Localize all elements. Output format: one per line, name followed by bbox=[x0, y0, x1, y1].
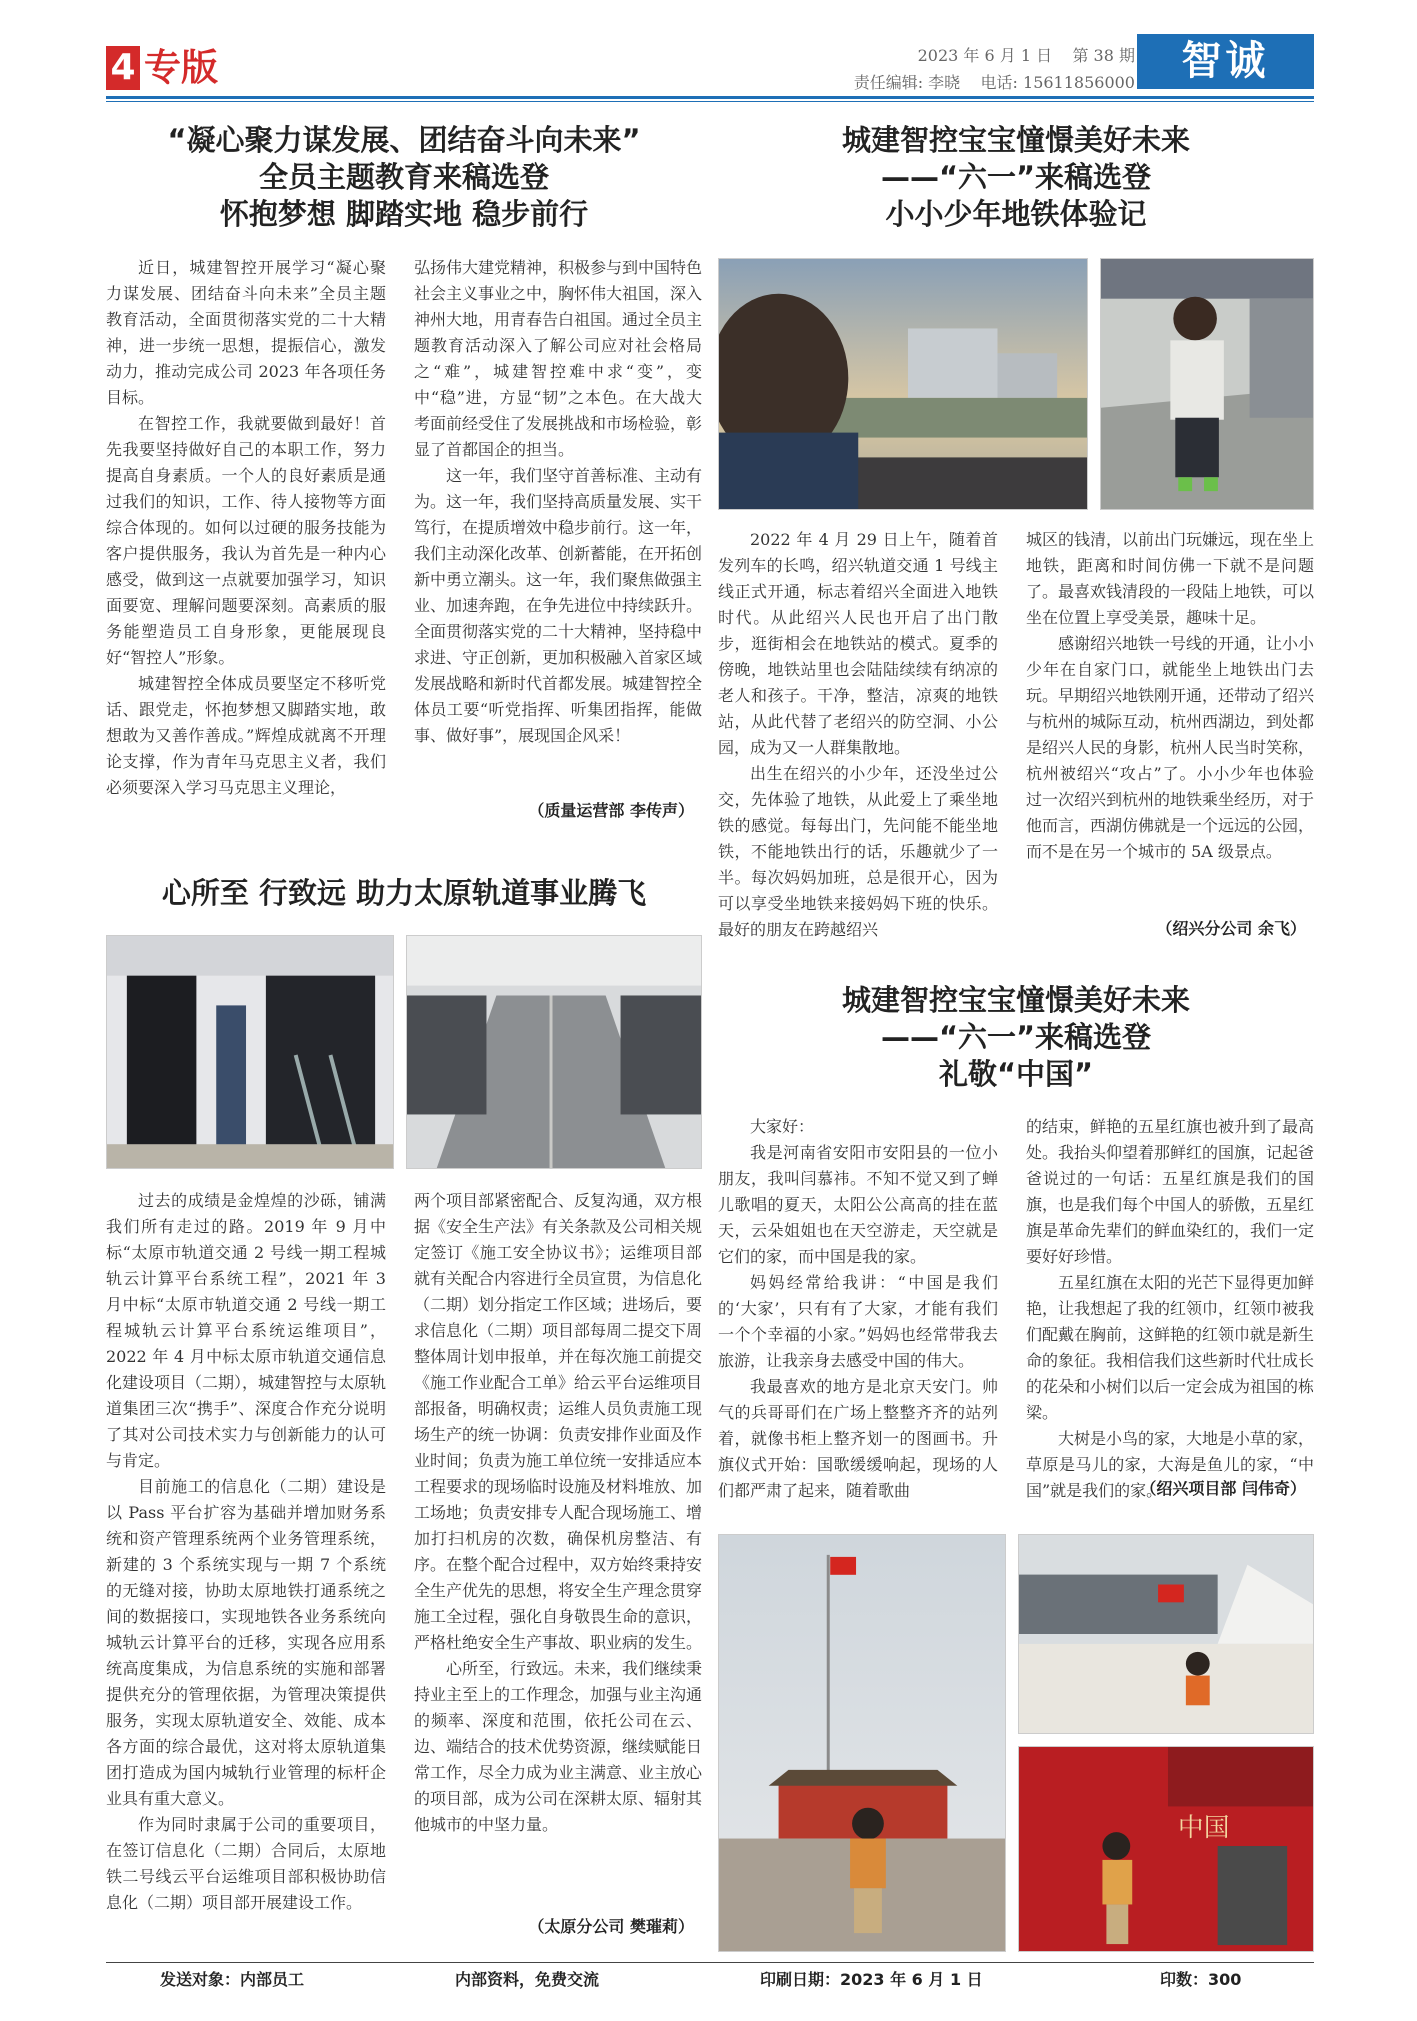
article4-column-2 bbox=[1026, 1114, 1314, 1504]
issue-info bbox=[800, 42, 1135, 96]
paragraph: 城建智控全体成员要坚定不移听党话、跟党走，怀抱梦想又脚踏实地，敢想敢为又善作善成。”辉煌成就离不开理论支撑，作为青年马克思主义者，我们必须要深入学习马克思主义理论， bbox=[106, 674, 386, 797]
paragraph: 我最喜欢的地方是北京天安门。帅气的兵哥哥们在广场上整整齐齐的站列着，就像书柜上整齐划一的图画书。升旗仪式开始：国歌缓缓响起，现场的人们都严肃了起来，随着歌曲 bbox=[718, 1377, 998, 1500]
paragraph: 的结束，鲜艳的五星红旗也被升到了最高处。我抬头仰望着那鲜红的国旗，记起爸爸说过的一句话：五星红旗是我们的国旗，也是我们每个中国人的骄傲，五星红旗是革命先辈们的鲜血染红的，我们一定要好好珍惜。 bbox=[1026, 1117, 1315, 1266]
paragraph: 心所至，行致远。未来，我们继续秉持业主至上的工作理念，加强与业主沟通的频率、深度和范围，依托公司在云、边、端结合的技术优势资源，继续赋能日常工作，尽全力成为业主满意、业主放心的项目部，成为公司在深耕太原、辐射其他城市的中坚力量。 bbox=[414, 1659, 703, 1834]
article1-column-2 bbox=[414, 255, 702, 749]
paragraph: 我是河南省安阳市安阳县的一位小朋友，我叫闫慕祎。不知不觉又到了蝉儿歌唱的夏天，太阳公公高高的挂在蓝天，云朵姐姐也在天空游走，天空就是它们的家，而中国是我的家。 bbox=[718, 1143, 998, 1266]
photo-raised-floor-racks bbox=[406, 935, 702, 1169]
article2-title-line: ——“六一”来稿选登 bbox=[880, 160, 1152, 194]
footer-rule bbox=[106, 1962, 1314, 1963]
article4-title-line: 礼敬“中国” bbox=[938, 1057, 1094, 1091]
article4-column-1 bbox=[718, 1114, 998, 1504]
article2-title-line: 小小少年地铁体验记 bbox=[885, 197, 1147, 231]
article3-title: 心所至 行致远 助力太原轨道事业腾飞 bbox=[161, 876, 647, 910]
issue-number: 第 38 期 bbox=[1072, 46, 1135, 65]
paragraph: 城区的钱清，以前出门玩嫌远，现在坐上地铁，距离和时间仿佛一下就不是问题了。最喜欢钱清段的一段陆上地铁，可以坐在位置上享受美景，趣味十足。 bbox=[1026, 530, 1315, 627]
footer-copies: 印数：300 bbox=[1160, 1970, 1242, 1989]
photo-child-subway-platform bbox=[1100, 258, 1314, 510]
article2-title bbox=[718, 122, 1314, 233]
footer-recipients: 发送对象：内部员工 bbox=[160, 1970, 305, 1989]
article4-title bbox=[718, 982, 1314, 1093]
footer-note: 内部资料，免费交流 bbox=[455, 1970, 600, 1989]
article1-title bbox=[106, 122, 702, 233]
article1-signature: （质量运营部 李传声） bbox=[528, 801, 694, 820]
article4-signature: （绍兴项目部 闫伟奇） bbox=[1140, 1479, 1306, 1498]
article1-title-line: 怀抱梦想 脚踏实地 稳步前行 bbox=[219, 197, 589, 231]
article1-title-line: 全员主题教育来稿选登 bbox=[258, 160, 549, 194]
page-number-badge: 4 bbox=[106, 46, 140, 90]
article4-title-line: ——“六一”来稿选登 bbox=[880, 1020, 1152, 1054]
paragraph: 感谢绍兴地铁一号线的开通，让小小少年在自家门口，就能坐上地铁出门去玩。早期绍兴地铁刚开通，还带动了绍兴与杭州的城际互动，杭州西湖边，到处都是绍兴人民的身影，杭州人民当时笑称，杭州被绍兴“攻占”了。小小少年也体验过一次绍兴到杭州的地铁乘坐经历，对于他而言，西湖仿佛就是一个远远的公园，而不是在另一个城市的 5A 级景点。 bbox=[1026, 634, 1315, 861]
article1-column-1 bbox=[106, 255, 386, 801]
header-rule-thin bbox=[106, 101, 1314, 102]
paragraph: 在智控工作，我就要做到最好！首先我要坚持做好自己的本职工作，努力提高自身素质。一个人的良好素质是通过我们的知识，工作、待人接物等方面综合体现的。如何以过硬的服务技能为客户提供服务，我认为首先是一种内心感受，做到这一点就要加强学习，知识面要宽、理解问题要深刻。高素质的服务能塑造员工自身形象，更能展现良好“智控人”形象。 bbox=[106, 414, 386, 667]
article1-title-line: “凝心聚力谋发展、团结奋斗向未来” bbox=[167, 123, 641, 157]
photo-child-train-window bbox=[718, 258, 1088, 510]
article3-column-1 bbox=[106, 1188, 386, 1916]
page-section-name: 专版 bbox=[144, 46, 218, 89]
paragraph: 2022 年 4 月 29 日上午，随着首发列车的长鸣，绍兴轨道交通 1 号线主线正式开通，标志着绍兴全面进入地铁时代。从此绍兴人民也开启了出门散步，逛街相会在地铁站的模式。夏季的傍晚，地铁站里也会陆陆续续有纳凉的老人和孩子。干净，整洁，凉爽的地铁站，从此代替了老绍兴的防空洞、小公园，成为又一人群集散地。 bbox=[718, 530, 998, 757]
paragraph: 出生在绍兴的小少年，还没坐过公交，先体验了地铁，从此爱上了乘坐地铁的感觉。每每出门，先问能不能坐地铁，不能地铁出行的话，乐趣就少了一半。每次妈妈加班，总是很开心，因为可以享受坐地铁来接妈妈下班的快乐。最好的朋友在跨越绍兴 bbox=[718, 764, 998, 939]
paragraph: 大树是小鸟的家，大地是小草的家，草原是马儿的家，大海是鱼儿的家，“中国”就是我们的家。 bbox=[1026, 1429, 1315, 1500]
article3-signature: （太原分公司 樊璀莉） bbox=[528, 1917, 694, 1936]
greeting: 大家好： bbox=[750, 1117, 815, 1136]
newspaper-logo: 智诚 bbox=[1137, 34, 1314, 89]
paragraph: 作为同时隶属于公司的重要项目，在签订信息化（二期）合同后，太原地铁二号线云平台运维项目部积极协助信息化（二期）项目部开展建设工作。 bbox=[106, 1815, 386, 1912]
paragraph: 目前施工的信息化（二期）建设是以 Pass 平台扩容为基础并增加财务系统和资产管理系统两个业务管理系统，新建的 3 个系统实现与一期 7 个系统的无缝对接，协助太原地铁打通系统之间的数据接口，实现地铁各业务系统向城轨云计算平台的迁移，实现各应用系统高度集成，为信息系统的实施和部署提供充分的管理依据，为管理决策提供服务，实现太原轨道安全、效能、成本各方面的综合最优，这对将太原轨道集团打造成为国内城轨行业管理的标杆企业具有重大意义。 bbox=[106, 1477, 386, 1808]
photo-child-museum bbox=[1018, 1746, 1314, 1952]
article3-column-2 bbox=[414, 1188, 702, 1838]
museum-sign-text: 中国 bbox=[1177, 1813, 1230, 1844]
paragraph: 五星红旗在太阳的光芒下显得更加鲜艳，让我想起了我的红领巾，红领巾被我们配戴在胸前，这鲜艳的红领巾就是新生命的象征。我相信我们这些新时代壮成长的花朵和小树们以后一定会成为祖国的栋梁。 bbox=[1026, 1273, 1315, 1422]
editor: 责任编辑: 李晓 bbox=[853, 73, 961, 92]
article2-signature: （绍兴分公司 余飞） bbox=[1156, 919, 1306, 938]
paragraph: 近日，城建智控开展学习“凝心聚力谋发展、团结奋斗向未来”全员主题教育活动，全面贯彻落实党的二十大精神，进一步统一思想，提振信心，激发动力，推动完成公司 2023 年各项任务目标。 bbox=[106, 258, 386, 407]
photo-child-tiananmen bbox=[718, 1534, 1006, 1952]
article2-title-line: 城建智控宝宝憧憬美好未来 bbox=[841, 123, 1190, 157]
article2-column-2 bbox=[1026, 527, 1314, 865]
editor-phone: 电话: 15611856000 bbox=[980, 73, 1135, 92]
paragraph: 两个项目部紧密配合、反复沟通，双方根据《安全生产法》有关条款及公司相关规定签订《施工安全协议书》；运维项目部就有关配合内容进行全员宣贯，为信息化（二期）划分指定工作区域；进场后，要求信息化（二期）项目部每周二提交下周整体周计划申报单，并在每次施工前提交《施工作业配合工单》给云平台运维项目部报备，明确权责；运维人员负责施工现场生产的统一协调：负责安排作业面及作业时间；负责为施工单位统一安排适应本工程要求的现场临时设施及材料堆放、加工场地；负责安排专人配合现场施工、增加打扫机房的次数，确保机房整洁、有序。在整个配合过程中，双方始终秉持安全生产优先的思想，将安全生产理念贯穿施工全过程，强化自身敬畏生命的意识，严格杜绝安全生产事故、职业病的发生。 bbox=[414, 1191, 703, 1652]
issue-date: 2023 年 6 月 1 日 bbox=[917, 46, 1053, 65]
footer-print-date: 印刷日期：2023 年 6 月 1 日 bbox=[760, 1970, 983, 1989]
paragraph: 过去的成绩是金煌煌的沙砾，铺满我们所有走过的路。2019 年 9 月中标“太原市轨道交通 2 号线一期工程城轨云计算平台系统工程”，2021 年 3 月中标“太原市轨道交通 2 号线一期工程城轨云计算平台系统运维项目”，2022 年 4 月中标太原市轨道交通信息化建设项目（二期），城建智控与太原轨道集团三次“携手”、深度合作充分说明了其对公司技术实力与创新能力的认可与肯定。 bbox=[106, 1191, 387, 1470]
paragraph: 妈妈经常给我讲：“中国是我们的‘大家’，只有有了大家，才能有我们一个个幸福的小家。”妈妈也经常带我去旅游，让我亲身去感受中国的伟大。 bbox=[718, 1273, 998, 1370]
article4-title-line: 城建智控宝宝憧憬美好未来 bbox=[841, 983, 1190, 1017]
photo-server-room-install bbox=[106, 935, 394, 1169]
photo-child-warship bbox=[1018, 1534, 1314, 1734]
article2-column-1 bbox=[718, 527, 998, 943]
header-rule bbox=[106, 96, 1314, 99]
paragraph: 弘扬伟大建党精神，积极参与到中国特色社会主义事业之中，胸怀伟大祖国，深入神州大地，用青春告白祖国。通过全员主题教育活动深入了解公司应对社会格局之“难”，城建智控难中求“变”，变中“稳”进，方显“韧”之本色。在大战大考面前经受住了发展挑战和市场检验，彰显了首都国企的担当。 bbox=[414, 258, 703, 459]
paragraph: 这一年，我们坚守首善标准、主动有为。这一年，我们坚持高质量发展、实干笃行，在提质增效中稳步前行。这一年，我们主动深化改革、创新蓄能，在开拓创新中勇立潮头。这一年，我们聚焦做强主业、加速奔跑，在争先进位中持续跃升。全面贯彻落实党的二十大精神，坚持稳中求进、守正创新，更加积极融入首家区域发展战略和新时代首都发展。城建智控全体员工要“听党指挥、听集团指挥，能做事、做好事”，展现国企风采！ bbox=[414, 466, 703, 745]
